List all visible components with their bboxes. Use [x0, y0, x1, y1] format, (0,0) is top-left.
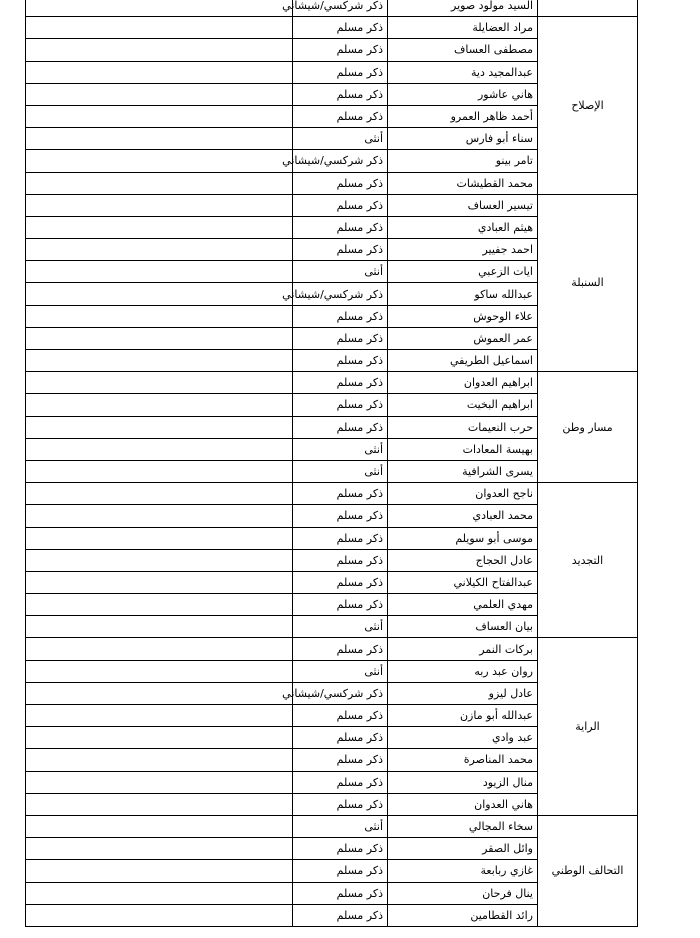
- empty-cell: [26, 283, 293, 305]
- empty-cell: [26, 749, 293, 771]
- empty-cell: [26, 39, 293, 61]
- empty-cell: [26, 727, 293, 749]
- candidate-name-cell: محمد القطيشات: [388, 172, 538, 194]
- candidate-name-cell: بيان العساف: [388, 616, 538, 638]
- seat-type-cell: ذكر مسلم: [293, 239, 388, 261]
- empty-cell: [26, 438, 293, 460]
- candidates-table: [25, 0, 638, 927]
- candidate-name-cell: هيثم العبادي: [388, 216, 538, 238]
- empty-cell: [26, 594, 293, 616]
- seat-type-cell: ذكر مسلم: [293, 83, 388, 105]
- candidate-name-cell: عمر العموش: [388, 327, 538, 349]
- seat-type-cell: ذكر مسلم: [293, 305, 388, 327]
- candidate-name-cell: عبدالله أبو مازن: [388, 705, 538, 727]
- seat-type-cell: ذكر مسلم: [293, 549, 388, 571]
- candidate-name-cell: عبدالله ساكو: [388, 283, 538, 305]
- candidate-name-cell: تيسير العساف: [388, 194, 538, 216]
- seat-type-cell: ذكر مسلم: [293, 105, 388, 127]
- empty-cell: [26, 0, 293, 17]
- seat-type-cell: ذكر مسلم: [293, 705, 388, 727]
- seat-type-cell: أنثى: [293, 460, 388, 482]
- seat-type-cell: ذكر مسلم: [293, 882, 388, 904]
- empty-cell: [26, 172, 293, 194]
- candidate-name-cell: علاء الوحوش: [388, 305, 538, 327]
- empty-cell: [26, 771, 293, 793]
- list-name-cell: مسار وطن: [538, 372, 638, 483]
- table-row: [26, 815, 638, 837]
- candidate-name-cell: يسرى الشرافية: [388, 460, 538, 482]
- empty-cell: [26, 882, 293, 904]
- empty-cell: [26, 505, 293, 527]
- table-row: [26, 483, 638, 505]
- table-row: [26, 0, 638, 17]
- empty-cell: [26, 860, 293, 882]
- empty-cell: [26, 350, 293, 372]
- candidates-table-body: [26, 0, 638, 926]
- candidate-name-cell: رائد القطامين: [388, 904, 538, 926]
- empty-cell: [26, 372, 293, 394]
- seat-type-cell: ذكر مسلم: [293, 771, 388, 793]
- seat-type-cell: أنثى: [293, 660, 388, 682]
- seat-type-cell: ذكر مسلم: [293, 793, 388, 815]
- list-name-cell: الإصلاح: [538, 17, 638, 195]
- seat-type-cell: أنثى: [293, 616, 388, 638]
- table-row: [26, 372, 638, 394]
- empty-cell: [26, 105, 293, 127]
- empty-cell: [26, 793, 293, 815]
- empty-cell: [26, 460, 293, 482]
- seat-type-cell: أنثى: [293, 128, 388, 150]
- seat-type-cell: ذكر مسلم: [293, 39, 388, 61]
- candidate-name-cell: بهيسة المعادات: [388, 438, 538, 460]
- seat-type-cell: ذكر مسلم: [293, 416, 388, 438]
- empty-cell: [26, 416, 293, 438]
- candidate-name-cell: وائل الصقر: [388, 838, 538, 860]
- empty-cell: [26, 327, 293, 349]
- candidate-name-cell: ايات الزعبي: [388, 261, 538, 283]
- empty-cell: [26, 815, 293, 837]
- candidate-name-cell: عادل الحجاج: [388, 549, 538, 571]
- candidate-name-cell: عبدالفتاح الكيلاني: [388, 571, 538, 593]
- seat-type-cell: ذكر مسلم: [293, 571, 388, 593]
- empty-cell: [26, 527, 293, 549]
- seat-type-cell: ذكر مسلم: [293, 860, 388, 882]
- candidate-name-cell: سناء أبو فارس: [388, 128, 538, 150]
- candidate-name-cell: غازي ربابعة: [388, 860, 538, 882]
- empty-cell: [26, 616, 293, 638]
- table-row: [26, 17, 638, 39]
- candidate-name-cell: ينال فرحان: [388, 882, 538, 904]
- empty-cell: [26, 194, 293, 216]
- candidate-name-cell: ناجح العدوان: [388, 483, 538, 505]
- empty-cell: [26, 904, 293, 926]
- candidate-name-cell: عبد وادي: [388, 727, 538, 749]
- seat-type-cell: ذكر مسلم: [293, 216, 388, 238]
- list-name-cell: التحالف الوطني: [538, 815, 638, 926]
- empty-cell: [26, 571, 293, 593]
- candidate-name-cell: ابراهيم العدوان: [388, 372, 538, 394]
- candidate-name-cell: منال الزيود: [388, 771, 538, 793]
- seat-type-cell: ذكر شركسي/شيشاني: [293, 0, 388, 17]
- empty-cell: [26, 838, 293, 860]
- seat-type-cell: ذكر شركسي/شيشاني: [293, 682, 388, 704]
- candidate-name-cell: مصطفى العساف: [388, 39, 538, 61]
- empty-cell: [26, 261, 293, 283]
- seat-type-cell: ذكر شركسي/شيشاني: [293, 283, 388, 305]
- candidate-name-cell: احمد جفيير: [388, 239, 538, 261]
- seat-type-cell: ذكر مسلم: [293, 327, 388, 349]
- candidate-name-cell: سخاء المجالي: [388, 815, 538, 837]
- empty-cell: [26, 150, 293, 172]
- candidate-name-cell: محمد العبادي: [388, 505, 538, 527]
- empty-cell: [26, 394, 293, 416]
- seat-type-cell: أنثى: [293, 438, 388, 460]
- candidate-name-cell: ابراهيم البخيت: [388, 394, 538, 416]
- list-name-cell: [538, 0, 638, 17]
- seat-type-cell: أنثى: [293, 261, 388, 283]
- seat-type-cell: ذكر مسلم: [293, 505, 388, 527]
- list-name-cell: التجديد: [538, 483, 638, 638]
- empty-cell: [26, 638, 293, 660]
- candidate-name-cell: حرب النعيمات: [388, 416, 538, 438]
- seat-type-cell: ذكر مسلم: [293, 350, 388, 372]
- candidate-name-cell: عبدالمجيد دية: [388, 61, 538, 83]
- empty-cell: [26, 682, 293, 704]
- seat-type-cell: ذكر مسلم: [293, 749, 388, 771]
- candidate-name-cell: روان عبد ربه: [388, 660, 538, 682]
- seat-type-cell: ذكر مسلم: [293, 61, 388, 83]
- empty-cell: [26, 128, 293, 150]
- seat-type-cell: ذكر مسلم: [293, 394, 388, 416]
- table-row: [26, 194, 638, 216]
- empty-cell: [26, 17, 293, 39]
- list-name-cell: السنبلة: [538, 194, 638, 372]
- empty-cell: [26, 83, 293, 105]
- list-name-cell: الراية: [538, 638, 638, 816]
- seat-type-cell: ذكر مسلم: [293, 838, 388, 860]
- seat-type-cell: ذكر مسلم: [293, 172, 388, 194]
- candidate-name-cell: مراد العضايلة: [388, 17, 538, 39]
- seat-type-cell: ذكر شركسي/شيشاني: [293, 150, 388, 172]
- seat-type-cell: ذكر مسلم: [293, 17, 388, 39]
- seat-type-cell: ذكر مسلم: [293, 483, 388, 505]
- seat-type-cell: ذكر مسلم: [293, 727, 388, 749]
- seat-type-cell: ذكر مسلم: [293, 638, 388, 660]
- candidate-name-cell: محمد المناصرة: [388, 749, 538, 771]
- candidate-name-cell: بركات النمر: [388, 638, 538, 660]
- candidate-name-cell: مهدي العلمي: [388, 594, 538, 616]
- seat-type-cell: ذكر مسلم: [293, 372, 388, 394]
- candidate-name-cell: هاني عاشور: [388, 83, 538, 105]
- candidate-name-cell: السيد مولود صوير: [388, 0, 538, 17]
- empty-cell: [26, 61, 293, 83]
- candidate-name-cell: عادل ليزو: [388, 682, 538, 704]
- empty-cell: [26, 216, 293, 238]
- empty-cell: [26, 549, 293, 571]
- candidate-name-cell: أحمد ظاهر العمرو: [388, 105, 538, 127]
- candidate-name-cell: موسى أبو سويلم: [388, 527, 538, 549]
- candidate-name-cell: اسماعيل الطريفي: [388, 350, 538, 372]
- candidate-name-cell: تامر بينو: [388, 150, 538, 172]
- seat-type-cell: ذكر مسلم: [293, 904, 388, 926]
- seat-type-cell: ذكر مسلم: [293, 194, 388, 216]
- seat-type-cell: ذكر مسلم: [293, 527, 388, 549]
- table-row: [26, 638, 638, 660]
- empty-cell: [26, 483, 293, 505]
- empty-cell: [26, 239, 293, 261]
- candidate-name-cell: هاني العدوان: [388, 793, 538, 815]
- seat-type-cell: أنثى: [293, 815, 388, 837]
- empty-cell: [26, 705, 293, 727]
- seat-type-cell: ذكر مسلم: [293, 594, 388, 616]
- empty-cell: [26, 305, 293, 327]
- empty-cell: [26, 660, 293, 682]
